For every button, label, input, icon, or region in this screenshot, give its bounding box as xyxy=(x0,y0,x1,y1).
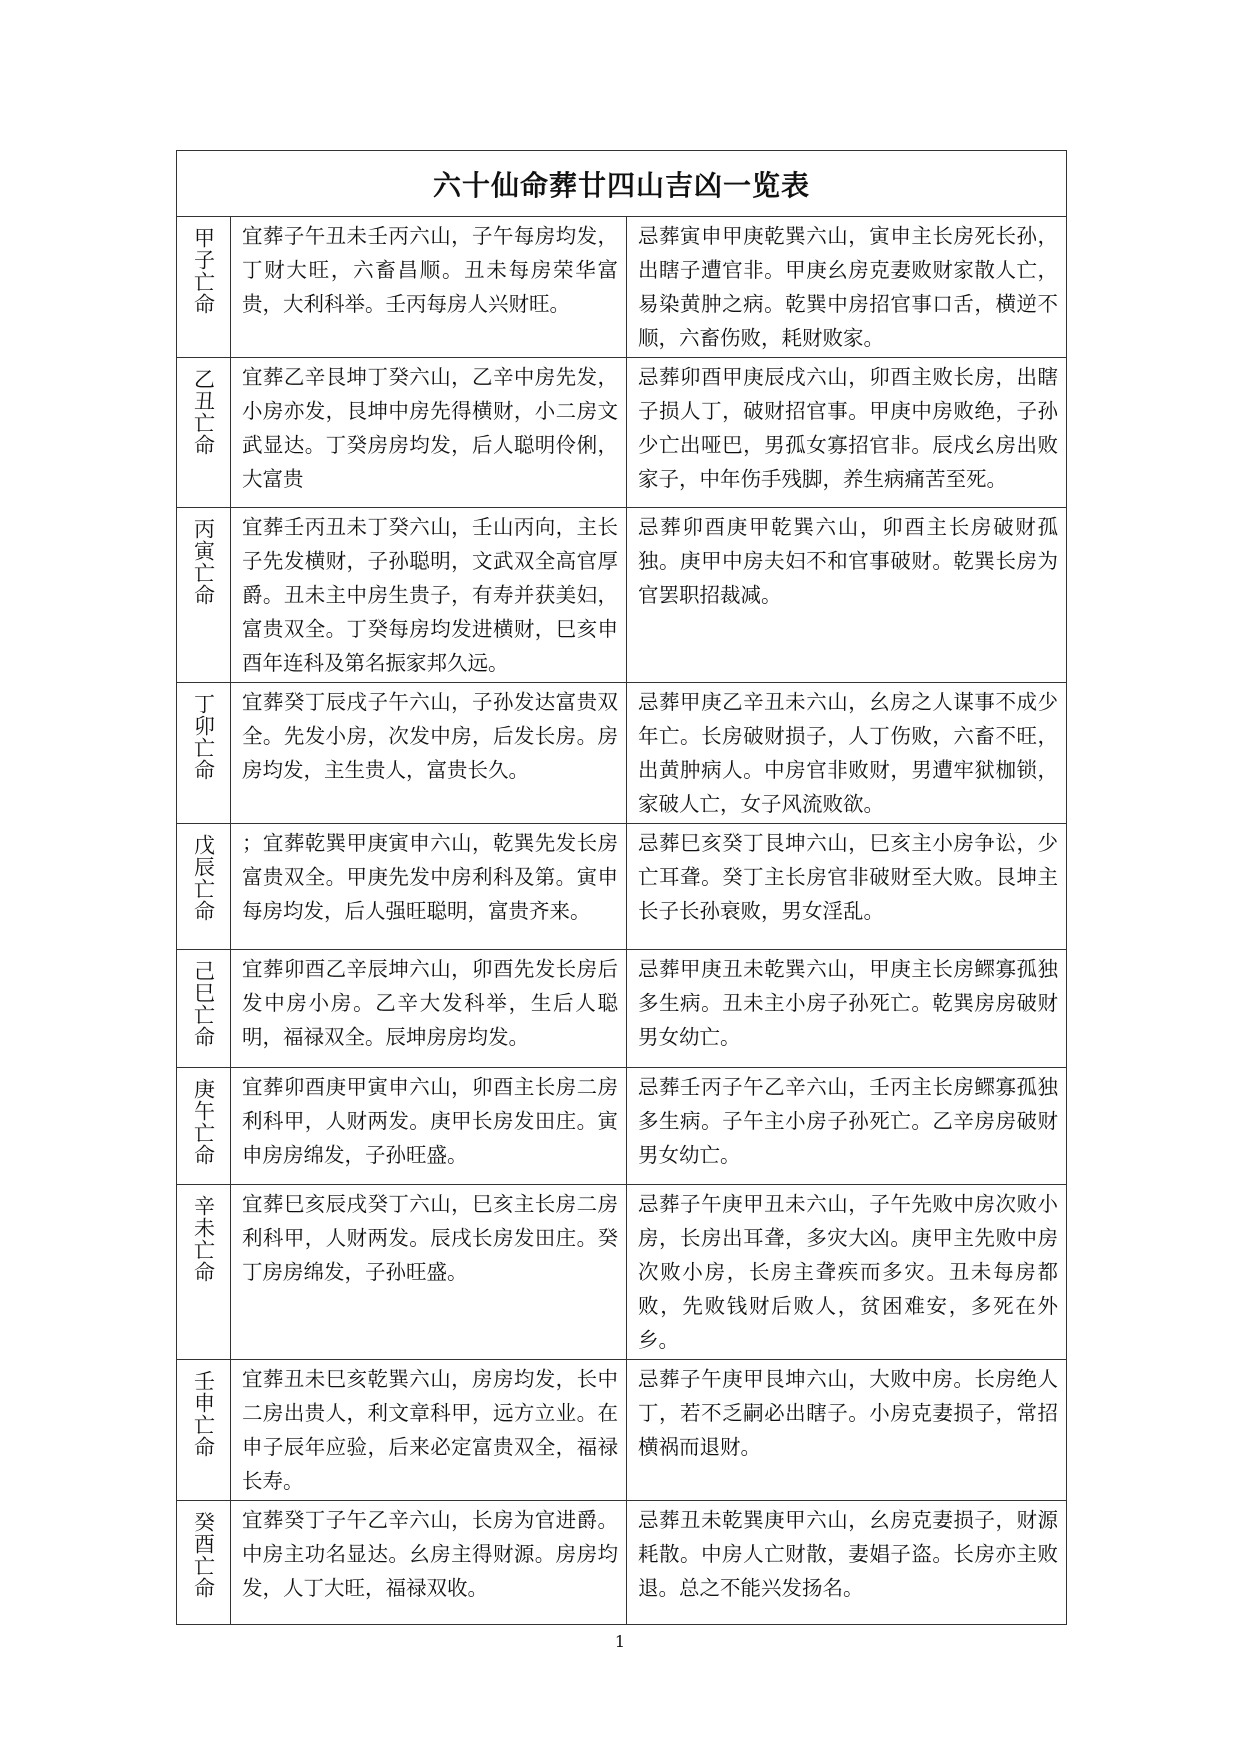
auspicious-cell: 宜葬巳亥辰戌癸丁六山，巳亥主长房二房利科甲，人财两发。辰戌长房发田庄。癸丁房房绵发，子孙旺盛。 xyxy=(231,1185,627,1360)
inauspicious-cell: 忌葬甲庚丑未乾巽六山，甲庚主长房鳏寡孤独多生病。丑未主小房子孙死亡。乾巽房房破财男女幼亡。 xyxy=(627,950,1067,1068)
auspicious-cell: 宜葬癸丁辰戌子午六山，子孙发达富贵双全。先发小房，次发中房，后发长房。房房均发，主生贵人，富贵长久。 xyxy=(231,683,627,824)
table-row xyxy=(177,1185,1067,1360)
page-number: 1 xyxy=(614,1632,626,1651)
inauspicious-cell: 忌葬卯酉甲庚辰戌六山，卯酉主败长房，出瞎子损人丁，破财招官事。甲庚中房败绝，子孙少亡出哑巴，男孤女寡招官非。辰戌幺房出败家子，中年伤手残脚，养生病痛苦至死。 xyxy=(627,358,1067,508)
row-label-cell xyxy=(177,683,231,824)
row-label: 丙寅亡命 xyxy=(191,518,216,606)
row-label: 甲子亡命 xyxy=(191,227,216,315)
row-label-cell xyxy=(177,508,231,683)
auspicious-cell: 宜葬子午丑未壬丙六山，子午每房均发，丁财大旺，六畜昌顺。丑未每房荣华富贵，大利科举。壬丙每房人兴财旺。 xyxy=(231,217,627,358)
table-title: 六十仙命葬廿四山吉凶一览表 xyxy=(177,151,1067,217)
row-label-cell xyxy=(177,950,231,1068)
table-row xyxy=(177,683,1067,824)
table-row xyxy=(177,508,1067,683)
inauspicious-cell: 忌葬子午庚甲艮坤六山，大败中房。长房绝人丁，若不乏嗣必出瞎子。小房克妻损子，常招横祸而退财。 xyxy=(627,1360,1067,1501)
inauspicious-cell: 忌葬子午庚甲丑未六山，子午先败中房次败小房，长房出耳聋，多灾大凶。庚甲主先败中房次败小房，长房主聋疾而多灾。丑未每房都败，先败钱财后败人，贫困难安，多死在外乡。 xyxy=(627,1185,1067,1360)
table-row xyxy=(177,824,1067,950)
auspicious-cell: 宜葬卯酉庚甲寅申六山，卯酉主长房二房利科甲，人财两发。庚甲长房发田庄。寅申房房绵发，子孙旺盛。 xyxy=(231,1068,627,1185)
row-label: 戊辰亡命 xyxy=(191,834,216,922)
row-label: 丁卯亡命 xyxy=(191,693,216,781)
row-label-cell xyxy=(177,1360,231,1501)
row-label-cell xyxy=(177,1068,231,1185)
row-label: 壬申亡命 xyxy=(191,1370,216,1458)
inauspicious-cell: 忌葬巳亥癸丁艮坤六山，巳亥主小房争讼，少亡耳聋。癸丁主长房官非破财至大败。艮坤主长子长孙衰败，男女淫乱。 xyxy=(627,824,1067,950)
auspicious-cell: 宜葬丑未巳亥乾巽六山，房房均发，长中二房出贵人，利文章科甲，远方立业。在申子辰年应验，后来必定富贵双全，福禄长寿。 xyxy=(231,1360,627,1501)
table-row xyxy=(177,1068,1067,1185)
row-label: 乙丑亡命 xyxy=(191,368,216,456)
row-label: 辛未亡命 xyxy=(191,1195,216,1283)
table-row xyxy=(177,217,1067,358)
auspicious-cell: 宜葬癸丁子午乙辛六山，长房为官进爵。中房主功名显达。幺房主得财源。房房均发，人丁大旺，福禄双收。 xyxy=(231,1501,627,1625)
table-row xyxy=(177,950,1067,1068)
inauspicious-cell: 忌葬卯酉庚甲乾巽六山，卯酉主长房破财孤独。庚甲中房夫妇不和官事破财。乾巽长房为官罢职招裁减。 xyxy=(627,508,1067,683)
auspicious-cell: 宜葬壬丙丑未丁癸六山，壬山丙向，主长子先发横财，子孙聪明，文武双全高官厚爵。丑未主中房生贵子，有寿并获美妇，富贵双全。丁癸每房均发进横财，巳亥申酉年连科及第名振家邦久远。 xyxy=(231,508,627,683)
fortune-table xyxy=(176,150,1067,1625)
auspicious-cell: 宜葬乙辛艮坤丁癸六山，乙辛中房先发，小房亦发，艮坤中房先得横财，小二房文武显达。丁癸房房均发，后人聪明伶俐，大富贵 xyxy=(231,358,627,508)
inauspicious-cell: 忌葬寅申甲庚乾巽六山，寅申主长房死长孙，出瞎子遭官非。甲庚幺房克妻败财家散人亡，易染黄肿之病。乾巽中房招官事口舌，横逆不顺，六畜伤败，耗财败家。 xyxy=(627,217,1067,358)
row-label-cell xyxy=(177,824,231,950)
table-row xyxy=(177,1360,1067,1501)
row-label-cell xyxy=(177,1501,231,1625)
row-label: 己巳亡命 xyxy=(191,960,216,1048)
inauspicious-cell: 忌葬甲庚乙辛丑未六山，幺房之人谋事不成少年亡。长房破财损子，人丁伤败，六畜不旺，出黄肿病人。中房官非败财，男遭牢狱枷锁，家破人亡，女子风流败欲。 xyxy=(627,683,1067,824)
auspicious-cell: ；宜葬乾巽甲庚寅申六山，乾巽先发长房富贵双全。甲庚先发中房利科及第。寅申每房均发，后人强旺聪明，富贵齐来。 xyxy=(231,824,627,950)
auspicious-cell: 宜葬卯酉乙辛辰坤六山，卯酉先发长房后发中房小房。乙辛大发科举，生后人聪明，福禄双全。辰坤房房均发。 xyxy=(231,950,627,1068)
row-label: 癸酉亡命 xyxy=(191,1511,216,1599)
row-label-cell xyxy=(177,217,231,358)
fortune-table-sheet xyxy=(176,150,1066,1625)
row-label-cell xyxy=(177,358,231,508)
inauspicious-cell: 忌葬丑未乾巽庚甲六山，幺房克妻损子，财源耗散。中房人亡财散，妻娼子盗。长房亦主败退。总之不能兴发扬名。 xyxy=(627,1501,1067,1625)
table-row xyxy=(177,1501,1067,1625)
row-label: 庚午亡命 xyxy=(191,1078,216,1166)
inauspicious-cell: 忌葬壬丙子午乙辛六山，壬丙主长房鳏寡孤独多生病。子午主小房子孙死亡。乙辛房房破财男女幼亡。 xyxy=(627,1068,1067,1185)
table-row xyxy=(177,358,1067,508)
row-label-cell xyxy=(177,1185,231,1360)
